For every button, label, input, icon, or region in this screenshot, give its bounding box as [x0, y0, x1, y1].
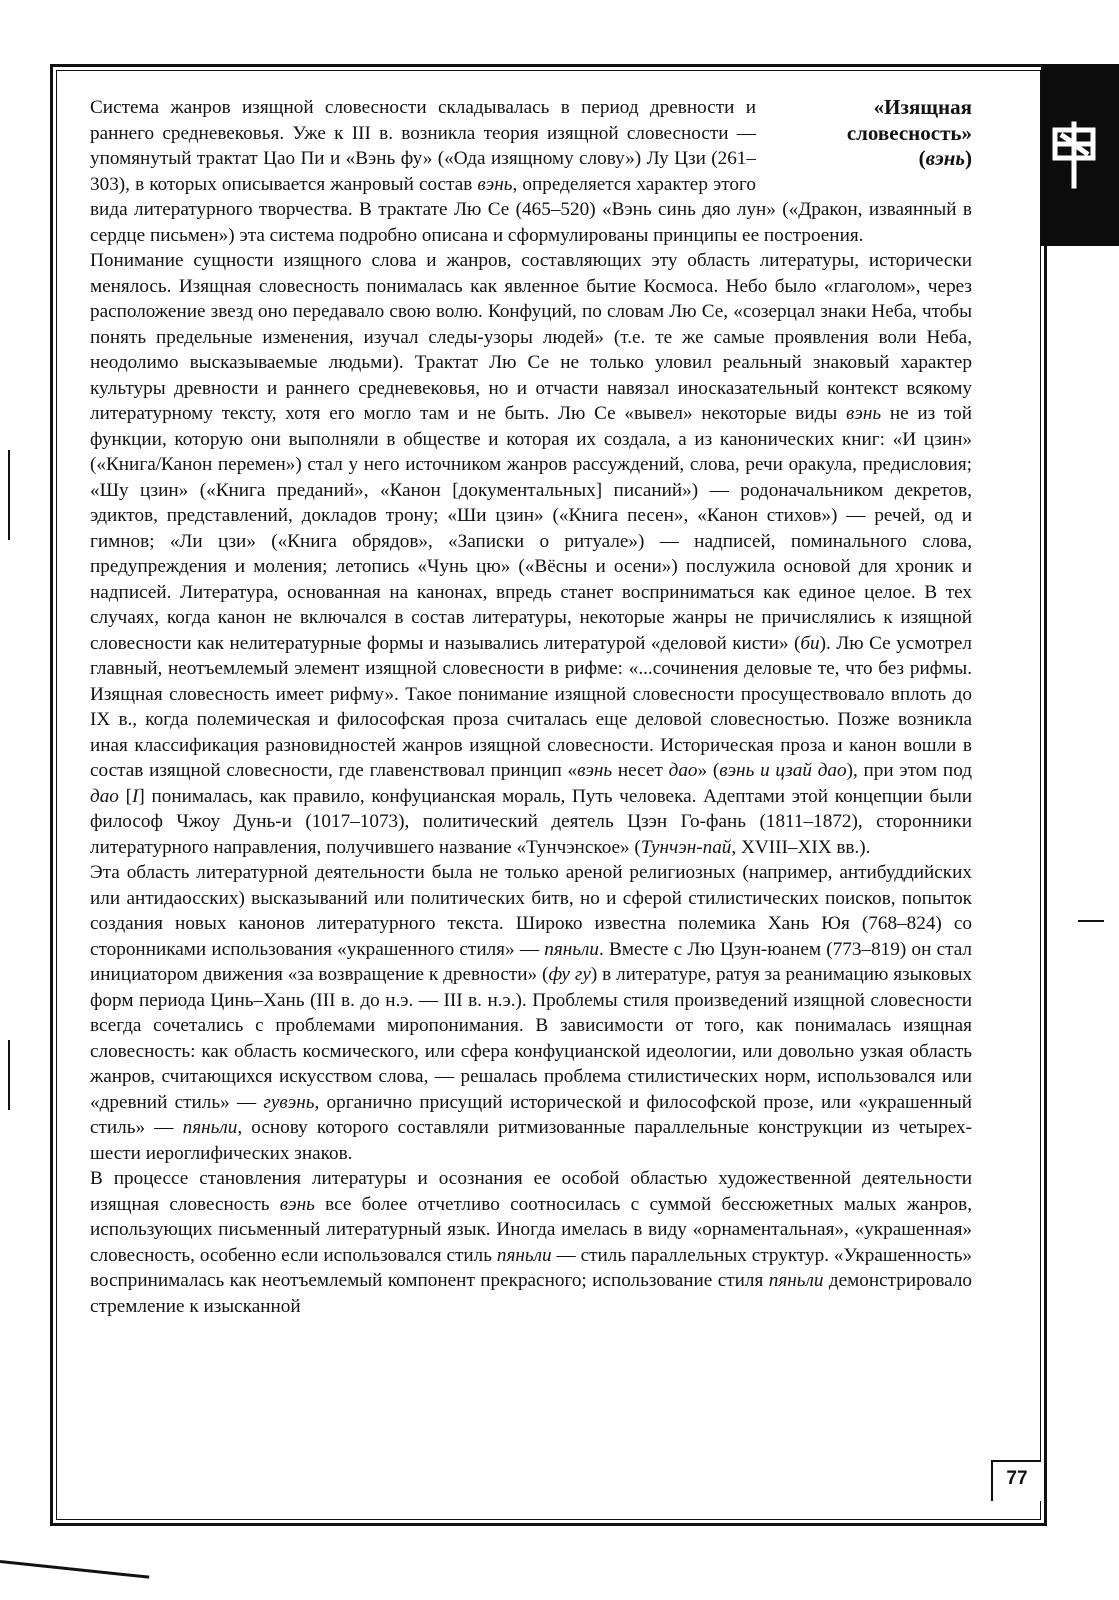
paragraph: [90, 248, 972, 860]
text-run: не из той функции, которую они выполняли в обществе и которая их создала, а из канонических книг: «И цзин» («Книга/Канон перемен») стал у него источником жанров рассуждений, слова, речи оракула, предисловия; «Шу цзин» («Книга преданий», «Канон [документальных] писаний») — родоначальником декретов, эдиктов, представлений, докладов трону; «Ши цзин» («Книга песен», «Канон стихов») — речей, од и гимнов; «Ли цзи» («Книга обрядов», «Записки о ритуале») — надписей, поминального слова, предупреждения и моления; летопись «Чунь цю» («Вёсны и осени») послужила основой для хроник и надписей. Литература, основанная на канонах, впредь станет восприниматься как единое целое. В тех случаях, когда канон не включался в состав литературы, некоторые жанры не причислялись к изящной словесности как нелитературные формы и назывались литературой «деловой кисти» (: [90, 403, 972, 654]
paragraph: [90, 1166, 972, 1319]
italic-term: пяньли: [544, 938, 599, 960]
italic-term: вэнь: [279, 1193, 315, 1215]
text-run: , определяется характер этого вида литературного творчества. В трактате Лю Се (465–520) «Вэнь синь дяо лун» («Дракон, изваянный в сердце письмен») эта система подробно описана и сформулированы принципы ее построения.: [90, 173, 972, 246]
italic-term: пяньли: [182, 1117, 238, 1138]
italic-term: гувэнь: [263, 1091, 315, 1113]
page-number-box: [991, 1460, 1041, 1501]
italic-term: фу гу: [548, 964, 591, 985]
italic-term: дао: [90, 785, 119, 807]
scan-mark: [0, 1560, 149, 1579]
italic-term: вэнь: [577, 760, 613, 781]
article-body: [90, 95, 972, 1319]
italic-term: дао: [668, 760, 698, 781]
text-run: , XVIII–XIX вв.).: [731, 836, 871, 858]
italic-term: вэнь: [846, 403, 882, 424]
heading-line-2: словесность»: [846, 120, 972, 145]
italic-term: би: [800, 632, 820, 654]
text-run: ), при этом под: [846, 760, 973, 781]
section-tab: [1041, 64, 1119, 246]
text-run: Понимание сущности изящного слова и жанров, составляющих эту область литературы, исторически менялось. Изящная словесность понималась как явленное бытие Космоса. Небо было «глаголом», через расположение звезд оно передавало свою волю. Конфуций, по словам Лю Се, «созерцал знаки Неба, чтобы понять предельные изменения, изучал следы-узоры людей» (т.е. те же самые проявления воли Неба, неодолимо высказываемые людьми). Трактат Лю Се не только уловил реальный знаковый характер культуры древности и раннего средневековья, но и отчасти навязал иносказательный контекст всякому литературному тексту, хотя его могло там и не быть. Лю Се «вывел» некоторые виды: [90, 250, 972, 424]
scan-mark: [8, 1040, 10, 1110]
text-run: Эта область литературной деятельности была не только ареной религиозных (например, антибуддийских или антидаосских) высказываний или политических битв, но и сферой стилистических поисков, попыток создания новых канонов литературного текста. Широко известна полемика Хань Юя (768–824) со сторонниками использования «украшенного стиля» —: [90, 862, 972, 960]
paragraphs: [90, 95, 972, 1319]
text-run: » (: [697, 760, 720, 781]
scan-mark: [8, 450, 10, 540]
text-run: [: [118, 785, 133, 807]
text-run: ). Лю Се усмотрел главный, неотъемлемый элемент изящной словесности в рифме: «...сочинения деловые те, что без рифмы. Изящная словесность имеет рифму». Такое понимание изящной словесности просуществовало вплоть до IX в., когда полемическая и философская проза считалась еще деловой словесностью. Позже возникла иная классификация разновидностей жанров изящной словесности. Историческая проза и канон вошли в состав изящной словесности, где главенствовал принцип «: [90, 632, 972, 781]
heading-line-3: (вэнь): [918, 146, 972, 170]
paragraph: [90, 860, 972, 1166]
page-number: 77: [1006, 1468, 1028, 1489]
section-heading: [772, 95, 972, 172]
text-run: несет: [612, 760, 669, 781]
text-run: , основу которого составляли ритмизованные параллельные конструкции из четырех-шести иероглифических знаков.: [90, 1117, 972, 1164]
italic-term: вэнь: [477, 173, 513, 195]
chinese-character-icon: [1049, 120, 1099, 190]
text-run: . Вместе с Лю Цзун-юанем (773–819) он стал инициатором движения «за возвращение к древности» (: [90, 938, 972, 985]
text-run: все более отчетливо соотносилась с суммой бессюжетных малых жанров, использующих письменный литературный язык. Иногда имелась в виду «орнаментальная», «украшенная» словесность, особенно если использовался стиль: [90, 1193, 972, 1266]
italic-term: пяньли: [496, 1244, 552, 1266]
italic-term: пяньли: [768, 1270, 824, 1291]
text-run: ] понималась, как правило, конфуцианская мораль, Путь человека. Адептами этой концепции были философ Чжоу Дунь-и (1017–1073), политический деятель Цзэн Го-фань (1811–1872), сторонники литературного направления, получившего название «Тунчэнское» (: [90, 785, 973, 858]
italic-term: Тунчэн-пай: [640, 836, 732, 858]
text-run: ) в литературе, ратуя за реанимацию языковых форм периода Цинь–Хань (III в. до н.э. — III в. н.э.). Проблемы стиля произведений изящной словесности всегда сочетались с проблемами миропонимания. В зависимости от того, как понималась изящная словесность: как область космического, или сфера конфуцианской идеологии, или довольно узкая область жанров, считающихся искусством слова, — решалась проблема стилистических норм, использовался или «древний стиль» —: [90, 964, 972, 1113]
italic-term: вэнь и цзай дао: [719, 760, 847, 781]
text-run: демонстрировало стремление к изысканной: [90, 1270, 972, 1317]
text-run: В процессе становления литературы и осознания ее особой областью художественной деятельности изящная словесность: [90, 1168, 972, 1215]
heading-line-1: «Изящная: [873, 95, 972, 119]
text-run: , органично присущий исторической и философской прозе, или «украшенный стиль» —: [90, 1091, 972, 1138]
text-run: — стиль параллельных структур. «Украшенность» воспринималась как неотъемлемый компонент прекрасного; использование стиля: [90, 1244, 972, 1291]
scan-mark: [1078, 920, 1104, 922]
italic-term: I: [132, 785, 139, 807]
text-run: Система жанров изящной словесности складывалась в период древности и раннего средневековья. Уже к III в. возникла теория изящной словесности — упомянутый трактат Цао Пи и «Вэнь фу» («Ода изящному слову») Лу Цзи (261–303), в которых описывается жанровый состав: [90, 97, 756, 195]
